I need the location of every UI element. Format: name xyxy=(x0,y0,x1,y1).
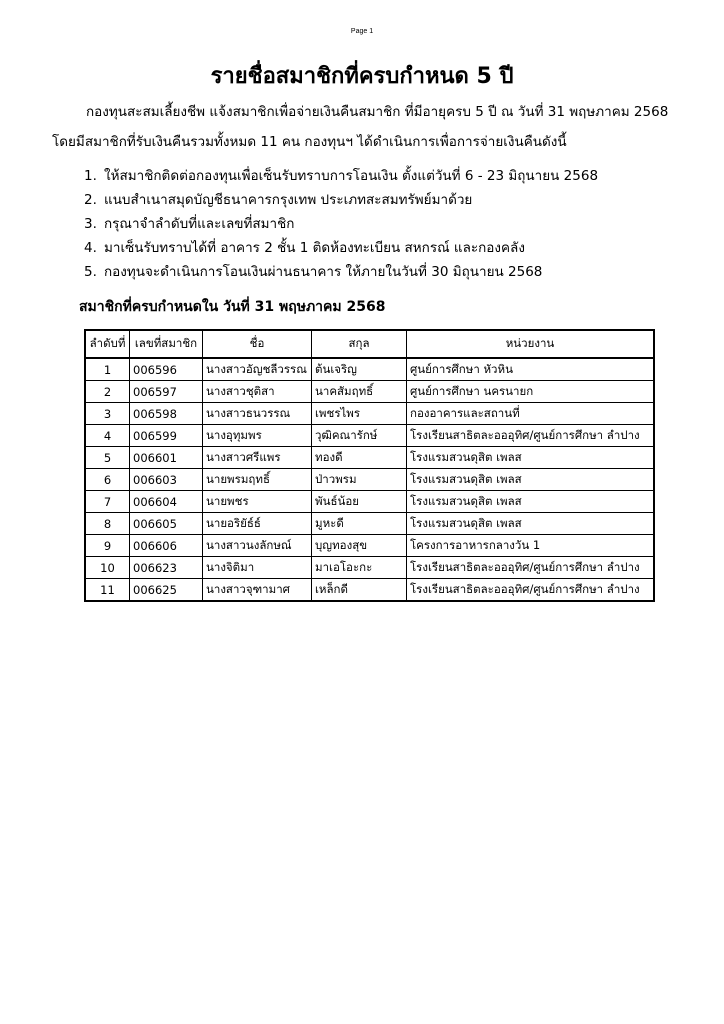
header-unit: หน่วยงาน xyxy=(407,330,655,358)
instruction-item xyxy=(84,236,598,260)
header-name: ชื่อ xyxy=(203,330,312,358)
cell-name: นายพรมฤทธิ์ xyxy=(203,469,312,491)
cell-surname: มาเอโอะกะ xyxy=(312,557,407,579)
cell-order: 5 xyxy=(85,447,130,469)
cell-unit: ศูนย์การศึกษา หัวหิน xyxy=(407,358,655,381)
cell-name: นางสาวธนวรรณ xyxy=(203,403,312,425)
document-title: รายชื่อสมาชิกที่ครบกำหนด 5 ปี xyxy=(210,64,514,89)
instruction-text: กรุณาจำลำดับที่และเลขที่สมาชิก xyxy=(104,216,295,232)
cell-member-id: 006598 xyxy=(130,403,203,425)
header-order: ลำดับที่ xyxy=(85,330,130,358)
cell-member-id: 006597 xyxy=(130,381,203,403)
header-member-id: เลขที่สมาชิก xyxy=(130,330,203,358)
cell-surname: เพชรไพร xyxy=(312,403,407,425)
cell-name: นางสาวชุติสา xyxy=(203,381,312,403)
table-header-row xyxy=(85,330,654,358)
cell-order: 6 xyxy=(85,469,130,491)
cell-name: นางสาวอัญชลีวรรณ xyxy=(203,358,312,381)
cell-member-id: 006625 xyxy=(130,579,203,602)
cell-name: นายพชร xyxy=(203,491,312,513)
instruction-number: 4. xyxy=(84,240,97,256)
instruction-text: แนบสำเนาสมุดบัญชีธนาคารกรุงเทพ ประเภทสะสมทรัพย์มาด้วย xyxy=(104,192,473,208)
cell-surname: เหล็กดี xyxy=(312,579,407,602)
cell-member-id: 006623 xyxy=(130,557,203,579)
cell-unit: โรงเรียนสาธิตละอออุทิศ/ศูนย์การศึกษา ลำปาง xyxy=(407,579,655,602)
member-table xyxy=(84,329,655,602)
instruction-number: 2. xyxy=(84,192,97,208)
instruction-item xyxy=(84,164,598,188)
cell-name: นางสาวศรีแพร xyxy=(203,447,312,469)
cell-surname: วุฒิคณารักษ์ xyxy=(312,425,407,447)
instruction-number: 5. xyxy=(84,264,97,280)
cell-name: นางสาวจุฑามาศ xyxy=(203,579,312,602)
instruction-list xyxy=(84,164,598,284)
cell-member-id: 006605 xyxy=(130,513,203,535)
table-row xyxy=(85,447,654,469)
instruction-number: 3. xyxy=(84,216,97,232)
cell-order: 10 xyxy=(85,557,130,579)
cell-unit: โรงแรมสวนดุสิต เพลส xyxy=(407,469,655,491)
cell-unit: กองอาคารและสถานที่ xyxy=(407,403,655,425)
cell-name: นายอริยัธ์ธ์ xyxy=(203,513,312,535)
cell-order: 4 xyxy=(85,425,130,447)
cell-order: 1 xyxy=(85,358,130,381)
table-row xyxy=(85,535,654,557)
cell-unit: โครงการอาหารกลางวัน 1 xyxy=(407,535,655,557)
table-row xyxy=(85,469,654,491)
page-number-label: Page 1 xyxy=(350,28,374,35)
cell-surname: นาคสัมฤทธิ์ xyxy=(312,381,407,403)
cell-order: 2 xyxy=(85,381,130,403)
cell-surname: พันธ์น้อย xyxy=(312,491,407,513)
table-row xyxy=(85,381,654,403)
instruction-text: กองทุนจะดำเนินการโอนเงินผ่านธนาคาร ให้ภายในวันที่ 30 มิถุนายน 2568 xyxy=(104,264,543,280)
table-row xyxy=(85,403,654,425)
cell-member-id: 006604 xyxy=(130,491,203,513)
cell-name: นางสาวนงลักษณ์ xyxy=(203,535,312,557)
cell-unit: โรงแรมสวนดุสิต เพลส xyxy=(407,513,655,535)
table-row xyxy=(85,513,654,535)
cell-unit: โรงแรมสวนดุสิต เพลส xyxy=(407,491,655,513)
table-row xyxy=(85,425,654,447)
cell-order: 3 xyxy=(85,403,130,425)
cell-order: 7 xyxy=(85,491,130,513)
instruction-item xyxy=(84,260,598,284)
cell-member-id: 006599 xyxy=(130,425,203,447)
cell-order: 11 xyxy=(85,579,130,602)
cell-unit: โรงแรมสวนดุสิต เพลส xyxy=(407,447,655,469)
table-row xyxy=(85,557,654,579)
cell-surname: มูหะดี xyxy=(312,513,407,535)
intro-paragraph-line-2: โดยมีสมาชิกที่รับเงินคืนรวมทั้งหมด 11 คน กองทุนฯ ได้ดำเนินการเพื่อการจ่ายเงินคืนดังนี้ xyxy=(52,134,567,150)
cell-member-id: 006603 xyxy=(130,469,203,491)
instruction-item xyxy=(84,212,598,236)
instruction-text: มาเซ็นรับทราบได้ที่ อาคาร 2 ชั้น 1 ติดห้องทะเบียน สหกรณ์ และกองคลัง xyxy=(104,240,525,256)
cell-member-id: 006606 xyxy=(130,535,203,557)
cell-unit: ศูนย์การศึกษา นครนายก xyxy=(407,381,655,403)
instruction-text: ให้สมาชิกติดต่อกองทุนเพื่อเซ็นรับทราบการโอนเงิน ตั้งแต่วันที่ 6 - 23 มิถุนายน 2568 xyxy=(104,168,599,184)
intro-paragraph-line-1: กองทุนสะสมเลี้ยงชีพ แจ้งสมาชิกเพื่อจ่ายเงินคืนสมาชิก ที่มีอายุครบ 5 ปี ณ วันที่ 31 พฤษภาคม 2568 xyxy=(86,104,669,120)
cell-unit: โรงเรียนสาธิตละอออุทิศ/ศูนย์การศึกษา ลำปาง xyxy=(407,557,655,579)
cell-order: 8 xyxy=(85,513,130,535)
header-surname: สกุล xyxy=(312,330,407,358)
cell-surname: ป่าวพรม xyxy=(312,469,407,491)
cell-member-id: 006601 xyxy=(130,447,203,469)
section-heading: สมาชิกที่ครบกำหนดใน วันที่ 31 พฤษภาคม 2568 xyxy=(79,299,386,315)
instruction-number: 1. xyxy=(84,168,97,184)
instruction-item xyxy=(84,188,598,212)
cell-order: 9 xyxy=(85,535,130,557)
cell-name: นางจิติมา xyxy=(203,557,312,579)
cell-name: นางอุทุมพร xyxy=(203,425,312,447)
table-row xyxy=(85,358,654,381)
cell-member-id: 006596 xyxy=(130,358,203,381)
cell-surname: ทองดี xyxy=(312,447,407,469)
cell-unit: โรงเรียนสาธิตละอออุทิศ/ศูนย์การศึกษา ลำปาง xyxy=(407,425,655,447)
table-row xyxy=(85,491,654,513)
cell-surname: ต้นเจริญ xyxy=(312,358,407,381)
table-row xyxy=(85,579,654,602)
cell-surname: บุญทองสุข xyxy=(312,535,407,557)
